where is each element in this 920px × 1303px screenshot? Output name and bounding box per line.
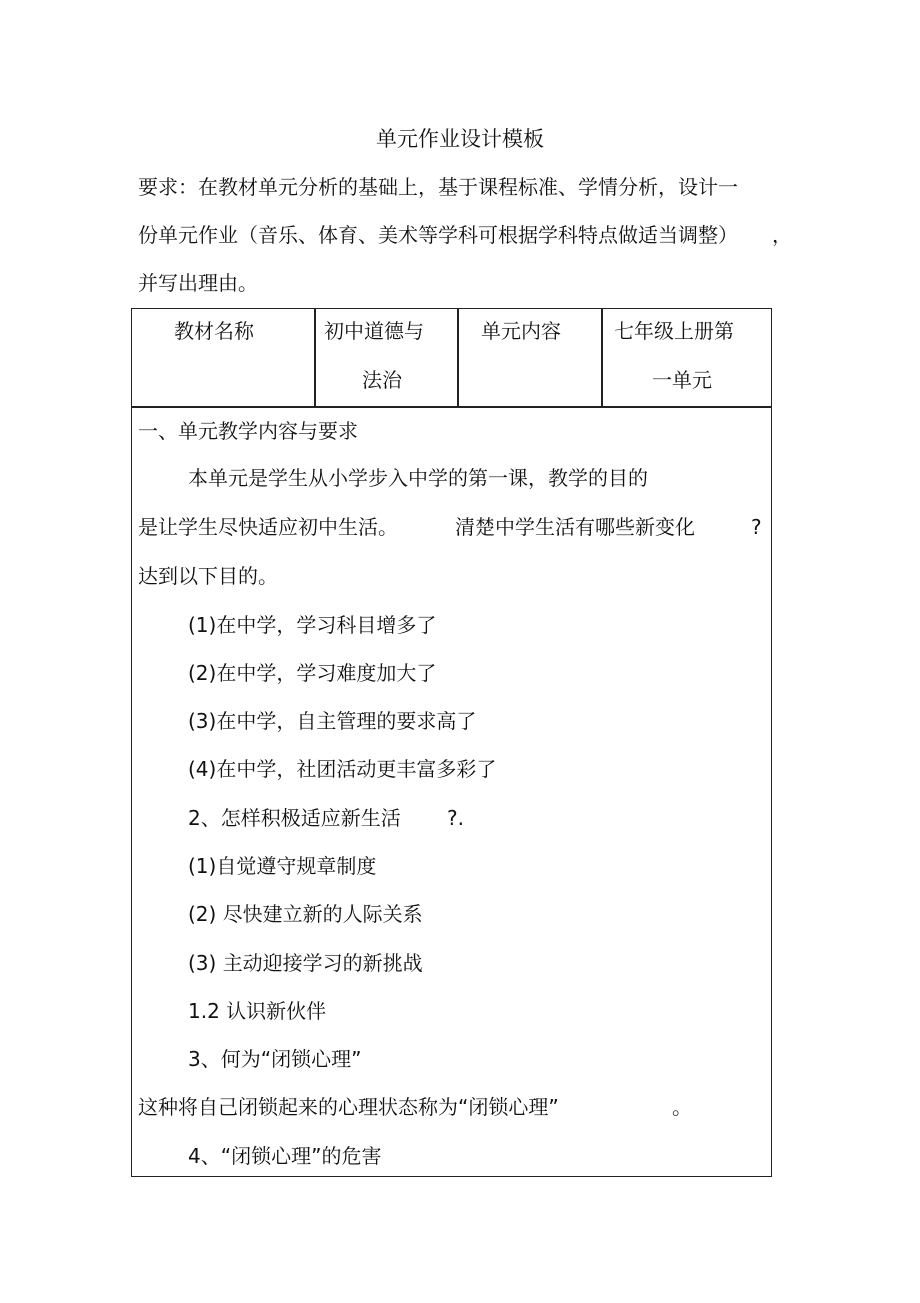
requirement-line-3: 并写出理由。 bbox=[138, 271, 258, 295]
section-2-title-tail: ?. bbox=[447, 806, 464, 830]
header-value-unit-line-1: 七年级上册第 bbox=[614, 319, 734, 343]
goal-item-3: (3)在中学，自主管理的要求高了 bbox=[188, 709, 477, 733]
goal-item-4: (4)在中学，社团活动更丰富多彩了 bbox=[188, 757, 497, 781]
table-column-divider-2 bbox=[457, 308, 459, 407]
intro-line-1: 本单元是学生从小学步入中学的第一课，教学的目的 bbox=[188, 466, 648, 490]
header-value-subject-line-2: 法治 bbox=[362, 368, 402, 392]
header-value-subject-line-1: 初中道德与 bbox=[324, 319, 424, 343]
requirement-line-2: 份单元作业（音乐、体育、美术等学科可根据学科特点做适当调整） bbox=[138, 223, 738, 247]
header-label-textbook: 教材名称 bbox=[174, 319, 254, 343]
page-title: 单元作业设计模板 bbox=[376, 127, 544, 151]
goal-item-2: (2)在中学，学习难度加大了 bbox=[188, 661, 437, 685]
goal-item-1: (1)在中学，学习科目增多了 bbox=[188, 613, 437, 637]
requirement-line-2-tail: ， bbox=[772, 223, 792, 247]
section-2-title: 2、怎样积极适应新生活 bbox=[188, 806, 401, 830]
table-column-divider-3 bbox=[601, 308, 603, 407]
table-header-divider bbox=[131, 406, 772, 408]
intro-line-3: 达到以下目的。 bbox=[138, 564, 278, 588]
section-3-title: 3、何为“闭锁心理” bbox=[188, 1047, 362, 1071]
lesson-heading: 1.2 认识新伙伴 bbox=[188, 999, 327, 1023]
header-label-unit: 单元内容 bbox=[481, 319, 561, 343]
adapt-item-2: (2) 尽快建立新的人际关系 bbox=[188, 902, 423, 926]
requirement-line-1: 要求：在教材单元分析的基础上，基于课程标准、学情分析，设计一 bbox=[138, 175, 738, 199]
intro-line-2b: 清楚中学生活有哪些新变化 bbox=[455, 515, 695, 539]
adapt-item-3: (3) 主动迎接学习的新挑战 bbox=[188, 951, 423, 975]
definition-line-tail: 。 bbox=[672, 1095, 692, 1119]
intro-line-2a: 是让学生尽快适应初中生活。 bbox=[138, 515, 398, 539]
section-4-title: 4、“闭锁心理”的危害 bbox=[188, 1144, 382, 1168]
header-value-unit-line-2: 一单元 bbox=[652, 368, 712, 392]
section-1-title: 一、单元教学内容与要求 bbox=[138, 419, 358, 443]
definition-line: 这种将自己闭锁起来的心理状态称为“闭锁心理” bbox=[138, 1095, 559, 1119]
intro-line-2c: ? bbox=[751, 515, 762, 539]
adapt-item-1: (1)自觉遵守规章制度 bbox=[188, 854, 377, 878]
table-column-divider-1 bbox=[314, 308, 316, 407]
